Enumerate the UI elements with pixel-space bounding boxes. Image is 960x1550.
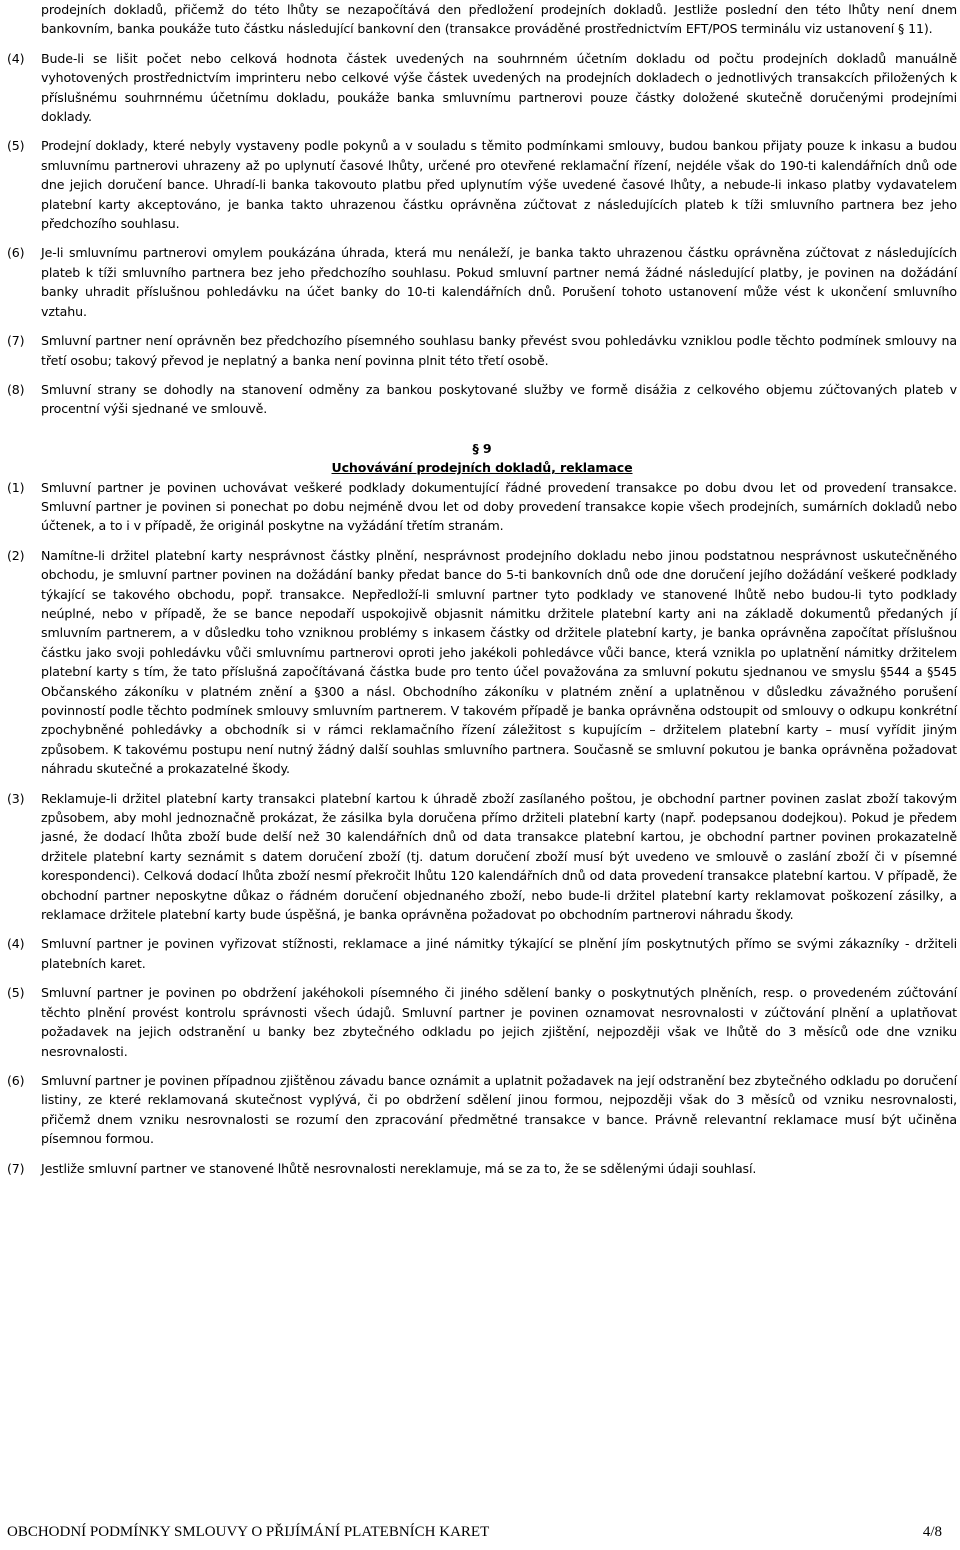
- clause-number: (1): [7, 479, 25, 495]
- clause-9-7: [7, 1159, 957, 1178]
- intro-paragraph: prodejních dokladů, přičemž do této lhůty se nezapočítává den předložení prodejních dokladů. Jestliže poslední den této lhůty není dnem bankovním, banka poukáže tuto částku následující bankovní den (transakce prováděné prostřednictvím EFT/POS terminálu viz ustanovení § 11).: [41, 2, 957, 37]
- section-9-heading: [7, 439, 957, 478]
- section-title: Uchovávání prodejních dokladů, reklamace: [331, 460, 633, 476]
- clause-number: (5): [7, 138, 25, 154]
- clause-8-4: [7, 49, 957, 127]
- clause-text: Bude-li se lišit počet nebo celková hodnota částek uvedených na souhrnném účetním dokladu od počtu prodejních dokladů manuálně vyhotovených prostřednictvím imprinteru nebo celkové výše částek uvedených na prodejních dokladech o jednotlivých transakcích přiložených k příslušnému souhrnnému účetnímu dokladu, poukáže banka smluvnímu partnerovi pouze částky doložené skutečně doručenými prodejními doklady.: [41, 50, 957, 125]
- clause-number: (3): [7, 790, 25, 806]
- clause-text: Smluvní partner je povinen vyřizovat stížnosti, reklamace a jiné námitky týkající se plnění jím poskytnutých přímo se svými zákazníky - držiteli platebních karet.: [41, 936, 957, 971]
- clause-8-7: [7, 331, 957, 370]
- clause-number: (6): [7, 1072, 25, 1088]
- clause-number: (4): [7, 50, 25, 66]
- clause-9-5: [7, 983, 957, 1061]
- clause-number: (4): [7, 936, 25, 952]
- clause-text: Jestliže smluvní partner ve stanovené lhůtě nesrovnalosti nereklamuje, má se za to, že se sdělenými údaji souhlasí.: [41, 1160, 757, 1176]
- footer-page-number: 4/8: [922, 1524, 942, 1540]
- clause-8-8: [7, 380, 957, 419]
- clause-number: (2): [7, 547, 25, 563]
- clause-9-1: [7, 478, 957, 536]
- clause-9-6: [7, 1071, 957, 1149]
- clause-number: (6): [7, 245, 25, 261]
- clause-text: Smluvní partner je povinen po obdržení jakéhokoli písemného či jiného sdělení banky o poskytnutých plněních, resp. o provedeném zúčtování těchto plnění provést kontrolu správnosti všech údajů. Smluvní partner je povinen oznamovat nesrovnalosti v zúčtování plnění a uplatňovat požadavek na jejich odstranění u banky bez zbytečného odkladu po jejich zjištění, nejpozději však ve lhůtě do 3 měsíců ode dne vzniku nesrovnalosti.: [41, 985, 957, 1059]
- clause-number: (5): [7, 985, 25, 1001]
- clause-number: (8): [7, 381, 25, 397]
- clause-9-2: [7, 546, 957, 779]
- clause-text: Smluvní partner není oprávněn bez předchozího písemného souhlasu banky převést svou pohledávku vzniklou podle těchto podmínek smlouvy na třetí osobu; takový převod je neplatný a banka není povinna plnit této třetí osobě.: [41, 333, 957, 368]
- clause-9-4: [7, 934, 957, 973]
- clause-8-5: [7, 136, 957, 233]
- clause-text: Reklamuje-li držitel platební karty transakci platební kartou k úhradě zboží zasílaného poštou, je obchodní partner povinen zaslat zboží takovým způsobem, aby mohl jednoznačně prokázat, že zásilka byla doručena přímo držiteli platební karty (např. podepsanou dodejkou). Pokud je předem jasné, že dodací lhůta zboží bude delší než 30 kalendářních dnů od data transakce platební kartou, je obchodní partner povinen prokazatelně držitele platební karty seznámit s datem doručení zboží (tj. datum doručení zboží musí být uvedeno ve smlouvě o zaslání zboží či v písemné korespondenci). Celková dodací lhůta zboží nesmí překročit lhůtu 120 kalendářních dnů od data provedení transakce platební kartou. V případě, že obchodní partner neposkytne důkaz o řádném doručení objednaného zboží, nebo bude-li držitel platební karty reklamovat poškození zásilky, a reklamace držitele platební karty bude úspěšná, je banka oprávněna požadovat po obchodním partnerovi náhradu škody.: [41, 790, 957, 923]
- clause-text: Namítne-li držitel platební karty nesprávnost částky plnění, nesprávnost prodejního dokladu nebo jinou podstatnou nesprávnost uskutečněného obchodu, je smluvní partner povinen na dožádání banky předat bance do 5-ti bankovních dnů ode dne doručení jejího dožádání veškeré podklady týkající se takového obchodu, popř. transakce. Nepředloží-li smluvní partner tyto podklady ve stanovené lhůtě nebo budou-li tyto podklady neúplné, nebo v případě, že se bance nepodaří uspokojivě objasnit námitku držitele platební karty ani na základě dokumentů předaných jí smluvním partnerem, a v důsledku toho vzniknou problémy s inkasem částky od držitele platební karty, je banka oprávněna započítat příslušnou částku jako svoji pohledávku vůči smluvnímu partnerovi oproti jeho jakékoli pohledávce vůči bance, která vznikla po uplatnění námitky držitelem platební karty s tím, že tato příslušná započítávaná částka bude pro tento účel považována za smluvní pokutu sjednanou ve smyslu §544 a §545 Občanského zákoníku v platném znění a §300 a násl. Obchodního zákoníku v platném znění a uplatněnou v důsledku závažného porušení povinností podle těchto podmínek smlouvy smluvním partnerem. V takovém případě je banka oprávněna odstoupit od smlouvy o odkupu konkrétní zpochybněné pohledávky a obchodník si v rámci reklamačního řízení záležitost s kupujícím – držitelem platební karty – musí vyřídit jiným způsobem. K takovému postupu není nutný žádný další souhlas smluvního partnera. Současně se smluvní pokutou je banka oprávněna požadovat náhradu skutečné a prokazatelné škody.: [41, 547, 957, 777]
- section-symbol: § 9: [472, 440, 492, 456]
- page-content: [7, 0, 957, 1178]
- footer-document-title: OBCHODNÍ PODMÍNKY SMLOUVY O PŘIJÍMÁNÍ PLATEBNÍCH KARET: [7, 1524, 490, 1540]
- clause-8-6: [7, 243, 957, 321]
- clause-text: Je-li smluvnímu partnerovi omylem poukázána úhrada, která mu nenáleží, je banka takto uhrazenou částku oprávněna zúčtovat z následujících plateb k tíži smluvního partnera bez jeho předchozího souhlasu. Pokud smluvní partner nemá žádné následující platby, je povinen na dožádání banky uhradit příslušnou pohledávku na účet banky do 10-ti kalendářních dnů. Porušení tohoto ustanovení může vést k ukončení smluvního vztahu.: [41, 245, 957, 319]
- clause-text: Prodejní doklady, které nebyly vystaveny podle pokynů a v souladu s těmito podmínkami smlouvy, budou bankou přijaty pouze k inkasu a budou smluvnímu partnerovi uhrazeny až po uplynutí časové lhůty, určené pro otevřené reklamační řízení, nejdéle však do 190-ti kalendářních dnů ode dne jejich doručení bance. Uhradí-li banka takovouto platbu před uplynutím výše uvedené časové lhůty, a nebude-li inkaso platby vydavatelem platební karty akceptováno, je banka takto uhrazenou částku oprávněna zúčtovat z následujících plateb k tíži smluvního partnera bez jeho předchozího souhlasu.: [41, 138, 957, 232]
- clause-text: Smluvní partner je povinen uchovávat veškeré podklady dokumentující řádné provedení transakce po dobu dvou let od provedení transakce. Smluvní partner je povinen si ponechat po dobu nejméně dvou let od doby provedení transakce kopie všech prodejních, sumárních dokladů nebo účtenek, a to i v případě, že originál poskytne na vyžádání třetím stranám.: [41, 479, 957, 534]
- clause-text: Smluvní strany se dohodly na stanovení odměny za bankou poskytované služby ve formě disážia z celkového objemu zúčtovaných plateb v procentní výši sjednané ve smlouvě.: [41, 381, 957, 417]
- page-footer: [7, 1524, 942, 1541]
- clause-number: (7): [7, 333, 25, 349]
- clause-9-3: [7, 789, 957, 925]
- clause-number: (7): [7, 1160, 25, 1176]
- clause-text: Smluvní partner je povinen případnou zjištěnou závadu bance oznámit a uplatnit požadavek na její odstranění bez zbytečného odkladu po doručení listiny, ze které reklamovaná skutečnost vyplývá, či po obdržení sdělení jinou formou, nejpozději však do 3 měsíců od vzniku nesrovnalosti, přičemž dnem vzniku nesrovnalosti se rozumí den zpracování předmětné transakce v bance. Právně relevantní reklamace musí být učiněna písemnou formou.: [41, 1072, 957, 1147]
